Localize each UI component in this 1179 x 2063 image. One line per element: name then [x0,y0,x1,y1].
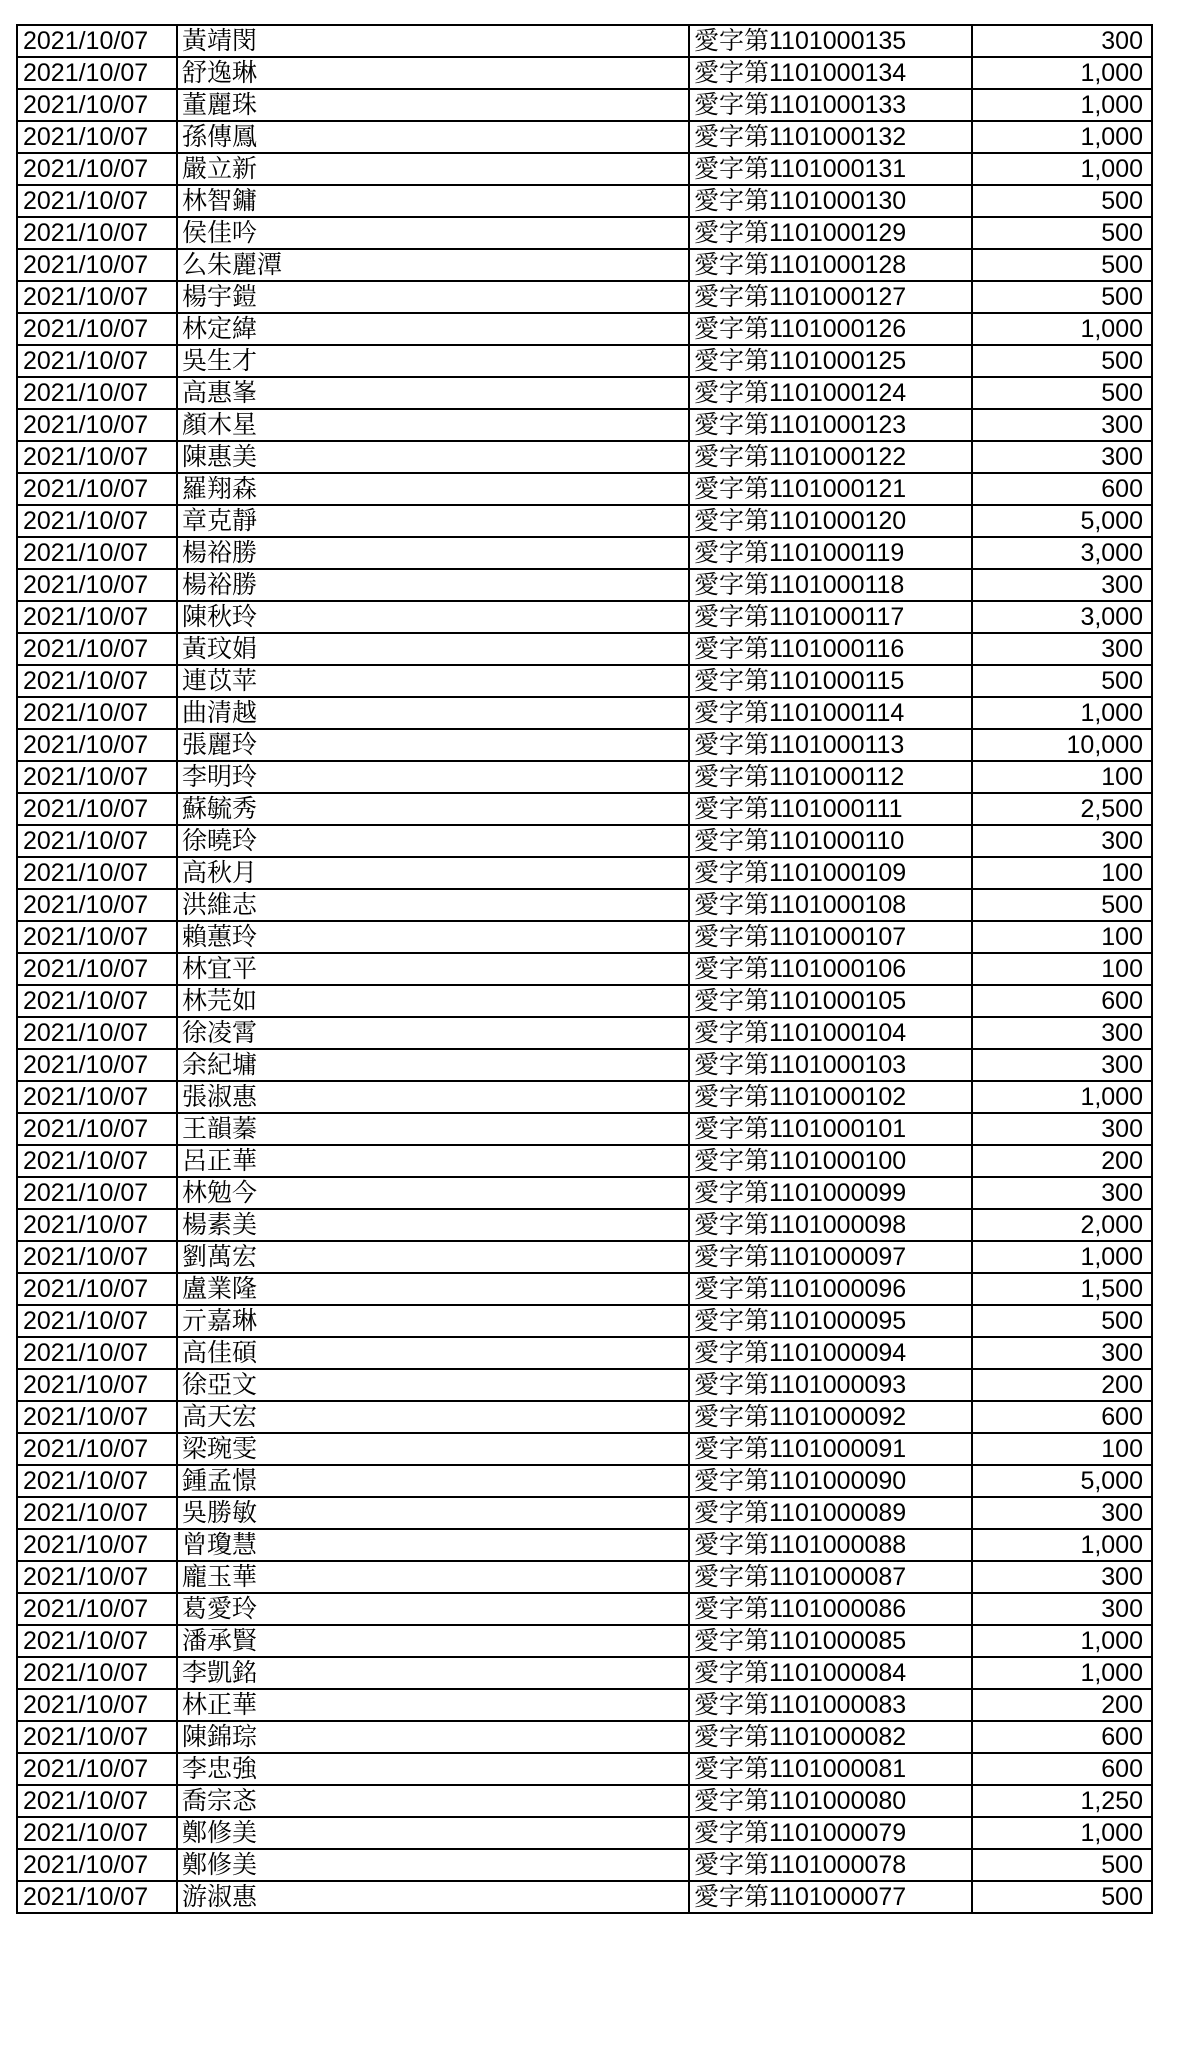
amount-cell: 300 [972,1049,1152,1081]
donor-name-cell: 顏木星 [177,409,689,441]
donor-name-cell: 陳惠美 [177,441,689,473]
date-cell: 2021/10/07 [17,1369,177,1401]
date-cell: 2021/10/07 [17,601,177,633]
receipt-number-cell: 愛字第1101000110 [689,825,972,857]
donor-name-cell: 鍾孟憬 [177,1465,689,1497]
amount-cell: 1,000 [972,57,1152,89]
receipt-number-cell: 愛字第1101000106 [689,953,972,985]
receipt-number-cell: 愛字第1101000102 [689,1081,972,1113]
donor-name-cell: 黃靖閔 [177,25,689,57]
date-cell: 2021/10/07 [17,1145,177,1177]
table-row [17,1849,1152,1881]
donor-name-cell: 高天宏 [177,1401,689,1433]
table-row [17,1689,1152,1721]
date-cell: 2021/10/07 [17,409,177,441]
date-cell: 2021/10/07 [17,1721,177,1753]
date-cell: 2021/10/07 [17,921,177,953]
receipt-number-cell: 愛字第1101000109 [689,857,972,889]
amount-cell: 1,000 [972,153,1152,185]
receipt-number-cell: 愛字第1101000132 [689,121,972,153]
date-cell: 2021/10/07 [17,889,177,921]
table-row [17,825,1152,857]
table-row [17,1465,1152,1497]
amount-cell: 3,000 [972,601,1152,633]
donor-name-cell: 陳錦琮 [177,1721,689,1753]
amount-cell: 300 [972,825,1152,857]
receipt-number-cell: 愛字第1101000101 [689,1113,972,1145]
donor-name-cell: 董麗珠 [177,89,689,121]
date-cell: 2021/10/07 [17,281,177,313]
table-row [17,1337,1152,1369]
donor-name-cell: 高惠峯 [177,377,689,409]
date-cell: 2021/10/07 [17,537,177,569]
donor-name-cell: 林智鏞 [177,185,689,217]
receipt-number-cell: 愛字第1101000113 [689,729,972,761]
amount-cell: 5,000 [972,505,1152,537]
receipt-number-cell: 愛字第1101000121 [689,473,972,505]
donor-name-cell: 連苡苹 [177,665,689,697]
table-row [17,505,1152,537]
table-row [17,281,1152,313]
table-row [17,1081,1152,1113]
amount-cell: 1,000 [972,1625,1152,1657]
receipt-number-cell: 愛字第1101000094 [689,1337,972,1369]
donor-name-cell: 李忠強 [177,1753,689,1785]
donor-name-cell: 張麗玲 [177,729,689,761]
date-cell: 2021/10/07 [17,985,177,1017]
donor-name-cell: 么朱麗潭 [177,249,689,281]
table-row [17,121,1152,153]
receipt-number-cell: 愛字第1101000112 [689,761,972,793]
receipt-number-cell: 愛字第1101000119 [689,537,972,569]
amount-cell: 1,500 [972,1273,1152,1305]
donor-name-cell: 盧業隆 [177,1273,689,1305]
donor-name-cell: 楊素美 [177,1209,689,1241]
table-row [17,1177,1152,1209]
receipt-number-cell: 愛字第1101000080 [689,1785,972,1817]
amount-cell: 200 [972,1145,1152,1177]
receipt-number-cell: 愛字第1101000092 [689,1401,972,1433]
date-cell: 2021/10/07 [17,57,177,89]
amount-cell: 500 [972,1849,1152,1881]
receipt-number-cell: 愛字第1101000089 [689,1497,972,1529]
date-cell: 2021/10/07 [17,313,177,345]
amount-cell: 500 [972,377,1152,409]
donor-name-cell: 蘇毓秀 [177,793,689,825]
table-row [17,1305,1152,1337]
date-cell: 2021/10/07 [17,761,177,793]
amount-cell: 10,000 [972,729,1152,761]
amount-cell: 1,000 [972,1241,1152,1273]
date-cell: 2021/10/07 [17,1049,177,1081]
amount-cell: 5,000 [972,1465,1152,1497]
donor-name-cell: 鄭修美 [177,1817,689,1849]
receipt-number-cell: 愛字第1101000131 [689,153,972,185]
donor-name-cell: 吳生才 [177,345,689,377]
amount-cell: 500 [972,889,1152,921]
table-row [17,441,1152,473]
table-row [17,1785,1152,1817]
donor-name-cell: 李凱銘 [177,1657,689,1689]
table-row [17,185,1152,217]
date-cell: 2021/10/07 [17,793,177,825]
date-cell: 2021/10/07 [17,1465,177,1497]
donor-name-cell: 呂正華 [177,1145,689,1177]
receipt-number-cell: 愛字第1101000124 [689,377,972,409]
donor-name-cell: 梁琬雯 [177,1433,689,1465]
table-row [17,1145,1152,1177]
table-row [17,153,1152,185]
table-row [17,1401,1152,1433]
date-cell: 2021/10/07 [17,1241,177,1273]
date-cell: 2021/10/07 [17,729,177,761]
amount-cell: 300 [972,1593,1152,1625]
amount-cell: 1,000 [972,1529,1152,1561]
receipt-number-cell: 愛字第1101000125 [689,345,972,377]
donor-name-cell: 林正華 [177,1689,689,1721]
table-row [17,473,1152,505]
donor-name-cell: 曾瓊慧 [177,1529,689,1561]
donor-name-cell: 羅翔森 [177,473,689,505]
table-row [17,1113,1152,1145]
date-cell: 2021/10/07 [17,185,177,217]
date-cell: 2021/10/07 [17,1337,177,1369]
date-cell: 2021/10/07 [17,1081,177,1113]
receipt-number-cell: 愛字第1101000082 [689,1721,972,1753]
amount-cell: 1,000 [972,1081,1152,1113]
date-cell: 2021/10/07 [17,953,177,985]
table-row [17,729,1152,761]
amount-cell: 1,250 [972,1785,1152,1817]
receipt-number-cell: 愛字第1101000128 [689,249,972,281]
receipt-number-cell: 愛字第1101000105 [689,985,972,1017]
receipt-number-cell: 愛字第1101000120 [689,505,972,537]
donor-name-cell: 楊裕勝 [177,537,689,569]
receipt-number-cell: 愛字第1101000079 [689,1817,972,1849]
table-row [17,1017,1152,1049]
table-row [17,1625,1152,1657]
donor-name-cell: 舒逸琳 [177,57,689,89]
donor-name-cell: 高佳碩 [177,1337,689,1369]
amount-cell: 300 [972,1561,1152,1593]
table-row [17,1497,1152,1529]
amount-cell: 500 [972,1881,1152,1913]
amount-cell: 500 [972,185,1152,217]
table-row [17,697,1152,729]
date-cell: 2021/10/07 [17,153,177,185]
receipt-number-cell: 愛字第1101000100 [689,1145,972,1177]
receipt-number-cell: 愛字第1101000123 [689,409,972,441]
table-row [17,249,1152,281]
donor-name-cell: 龐玉華 [177,1561,689,1593]
amount-cell: 3,000 [972,537,1152,569]
receipt-number-cell: 愛字第1101000099 [689,1177,972,1209]
donor-name-cell: 葛愛玲 [177,1593,689,1625]
date-cell: 2021/10/07 [17,1113,177,1145]
amount-cell: 300 [972,1113,1152,1145]
table-row [17,313,1152,345]
amount-cell: 500 [972,281,1152,313]
donor-name-cell: 楊裕勝 [177,569,689,601]
donor-name-cell: 余紀墉 [177,1049,689,1081]
receipt-number-cell: 愛字第1101000091 [689,1433,972,1465]
table-row [17,985,1152,1017]
table-row [17,1369,1152,1401]
donor-name-cell: 徐曉玲 [177,825,689,857]
receipt-number-cell: 愛字第1101000083 [689,1689,972,1721]
amount-cell: 500 [972,665,1152,697]
receipt-number-cell: 愛字第1101000084 [689,1657,972,1689]
amount-cell: 1,000 [972,121,1152,153]
amount-cell: 300 [972,441,1152,473]
date-cell: 2021/10/07 [17,1689,177,1721]
table-row [17,409,1152,441]
ledger-body [17,25,1152,1913]
date-cell: 2021/10/07 [17,1433,177,1465]
donor-name-cell: 林宜平 [177,953,689,985]
table-row [17,889,1152,921]
receipt-number-cell: 愛字第1101000104 [689,1017,972,1049]
table-row [17,25,1152,57]
receipt-number-cell: 愛字第1101000085 [689,1625,972,1657]
table-row [17,633,1152,665]
date-cell: 2021/10/07 [17,377,177,409]
donor-name-cell: 陳秋玲 [177,601,689,633]
amount-cell: 1,000 [972,1657,1152,1689]
donor-name-cell: 鄭修美 [177,1849,689,1881]
donor-name-cell: 李明玲 [177,761,689,793]
donor-name-cell: 劉萬宏 [177,1241,689,1273]
receipt-number-cell: 愛字第1101000134 [689,57,972,89]
table-row [17,1721,1152,1753]
donor-name-cell: 林勉今 [177,1177,689,1209]
table-row [17,953,1152,985]
table-row [17,1881,1152,1913]
date-cell: 2021/10/07 [17,1209,177,1241]
date-cell: 2021/10/07 [17,1849,177,1881]
table-row [17,345,1152,377]
donor-name-cell: 徐亞文 [177,1369,689,1401]
donor-name-cell: 游淑惠 [177,1881,689,1913]
table-row [17,793,1152,825]
table-row [17,1817,1152,1849]
amount-cell: 200 [972,1689,1152,1721]
receipt-number-cell: 愛字第1101000118 [689,569,972,601]
table-row [17,761,1152,793]
amount-cell: 300 [972,409,1152,441]
date-cell: 2021/10/07 [17,697,177,729]
date-cell: 2021/10/07 [17,441,177,473]
donor-name-cell: 吳勝敏 [177,1497,689,1529]
table-row [17,1561,1152,1593]
date-cell: 2021/10/07 [17,1305,177,1337]
donor-name-cell: 洪維志 [177,889,689,921]
table-row [17,1529,1152,1561]
donor-name-cell: 賴蕙玲 [177,921,689,953]
date-cell: 2021/10/07 [17,1625,177,1657]
amount-cell: 500 [972,1305,1152,1337]
receipt-number-cell: 愛字第1101000098 [689,1209,972,1241]
date-cell: 2021/10/07 [17,1561,177,1593]
amount-cell: 2,500 [972,793,1152,825]
amount-cell: 600 [972,473,1152,505]
receipt-number-cell: 愛字第1101000127 [689,281,972,313]
receipt-number-cell: 愛字第1101000114 [689,697,972,729]
date-cell: 2021/10/07 [17,345,177,377]
receipt-number-cell: 愛字第1101000090 [689,1465,972,1497]
table-row [17,217,1152,249]
table-row [17,921,1152,953]
amount-cell: 1,000 [972,313,1152,345]
donor-name-cell: 曲清越 [177,697,689,729]
table-row [17,1433,1152,1465]
amount-cell: 200 [972,1369,1152,1401]
date-cell: 2021/10/07 [17,25,177,57]
receipt-number-cell: 愛字第1101000115 [689,665,972,697]
amount-cell: 600 [972,1753,1152,1785]
date-cell: 2021/10/07 [17,217,177,249]
receipt-number-cell: 愛字第1101000126 [689,313,972,345]
amount-cell: 100 [972,857,1152,889]
donor-name-cell: 林定緯 [177,313,689,345]
date-cell: 2021/10/07 [17,1177,177,1209]
receipt-number-cell: 愛字第1101000130 [689,185,972,217]
table-row [17,857,1152,889]
table-row [17,377,1152,409]
date-cell: 2021/10/07 [17,665,177,697]
date-cell: 2021/10/07 [17,1881,177,1913]
receipt-number-cell: 愛字第1101000096 [689,1273,972,1305]
table-row [17,1753,1152,1785]
table-row [17,1273,1152,1305]
date-cell: 2021/10/07 [17,1497,177,1529]
receipt-number-cell: 愛字第1101000086 [689,1593,972,1625]
receipt-number-cell: 愛字第1101000116 [689,633,972,665]
receipt-number-cell: 愛字第1101000107 [689,921,972,953]
receipt-number-cell: 愛字第1101000111 [689,793,972,825]
receipt-number-cell: 愛字第1101000108 [689,889,972,921]
date-cell: 2021/10/07 [17,825,177,857]
amount-cell: 300 [972,633,1152,665]
donor-name-cell: 侯佳吟 [177,217,689,249]
table-row [17,1209,1152,1241]
table-row [17,1657,1152,1689]
donor-name-cell: 黃玟娟 [177,633,689,665]
receipt-number-cell: 愛字第1101000117 [689,601,972,633]
donor-name-cell: 亓嘉琳 [177,1305,689,1337]
amount-cell: 100 [972,761,1152,793]
table-row [17,601,1152,633]
receipt-number-cell: 愛字第1101000087 [689,1561,972,1593]
amount-cell: 100 [972,953,1152,985]
table-row [17,1049,1152,1081]
donor-name-cell: 喬宗忞 [177,1785,689,1817]
amount-cell: 1,000 [972,89,1152,121]
donor-name-cell: 楊宇鎧 [177,281,689,313]
receipt-number-cell: 愛字第1101000081 [689,1753,972,1785]
date-cell: 2021/10/07 [17,1785,177,1817]
receipt-number-cell: 愛字第1101000093 [689,1369,972,1401]
amount-cell: 300 [972,569,1152,601]
donor-name-cell: 潘承賢 [177,1625,689,1657]
donor-name-cell: 孫傳鳳 [177,121,689,153]
date-cell: 2021/10/07 [17,473,177,505]
receipt-number-cell: 愛字第1101000078 [689,1849,972,1881]
amount-cell: 500 [972,345,1152,377]
donor-name-cell: 徐凌霄 [177,1017,689,1049]
date-cell: 2021/10/07 [17,89,177,121]
receipt-number-cell: 愛字第1101000129 [689,217,972,249]
date-cell: 2021/10/07 [17,1401,177,1433]
amount-cell: 100 [972,921,1152,953]
amount-cell: 300 [972,1337,1152,1369]
amount-cell: 600 [972,1721,1152,1753]
receipt-number-cell: 愛字第1101000135 [689,25,972,57]
date-cell: 2021/10/07 [17,633,177,665]
table-row [17,537,1152,569]
date-cell: 2021/10/07 [17,1657,177,1689]
table-row [17,1241,1152,1273]
date-cell: 2021/10/07 [17,1529,177,1561]
date-cell: 2021/10/07 [17,249,177,281]
date-cell: 2021/10/07 [17,1817,177,1849]
amount-cell: 300 [972,25,1152,57]
amount-cell: 600 [972,985,1152,1017]
donor-name-cell: 高秋月 [177,857,689,889]
receipt-number-cell: 愛字第1101000097 [689,1241,972,1273]
donor-name-cell: 林芫如 [177,985,689,1017]
amount-cell: 300 [972,1177,1152,1209]
donor-name-cell: 章克靜 [177,505,689,537]
amount-cell: 300 [972,1497,1152,1529]
date-cell: 2021/10/07 [17,1017,177,1049]
table-row [17,665,1152,697]
date-cell: 2021/10/07 [17,569,177,601]
receipt-number-cell: 愛字第1101000103 [689,1049,972,1081]
table-row [17,569,1152,601]
amount-cell: 1,000 [972,1817,1152,1849]
date-cell: 2021/10/07 [17,1593,177,1625]
receipt-number-cell: 愛字第1101000095 [689,1305,972,1337]
receipt-number-cell: 愛字第1101000133 [689,89,972,121]
receipt-number-cell: 愛字第1101000122 [689,441,972,473]
amount-cell: 300 [972,1017,1152,1049]
amount-cell: 500 [972,217,1152,249]
amount-cell: 1,000 [972,697,1152,729]
receipt-number-cell: 愛字第1101000088 [689,1529,972,1561]
table-row [17,1593,1152,1625]
date-cell: 2021/10/07 [17,1753,177,1785]
donor-name-cell: 王韻蓁 [177,1113,689,1145]
amount-cell: 2,000 [972,1209,1152,1241]
amount-cell: 500 [972,249,1152,281]
amount-cell: 600 [972,1401,1152,1433]
date-cell: 2021/10/07 [17,121,177,153]
donation-ledger-table [16,24,1153,1914]
date-cell: 2021/10/07 [17,505,177,537]
date-cell: 2021/10/07 [17,857,177,889]
donor-name-cell: 嚴立新 [177,153,689,185]
donor-name-cell: 張淑惠 [177,1081,689,1113]
table-row [17,57,1152,89]
amount-cell: 100 [972,1433,1152,1465]
date-cell: 2021/10/07 [17,1273,177,1305]
table-row [17,89,1152,121]
receipt-number-cell: 愛字第1101000077 [689,1881,972,1913]
